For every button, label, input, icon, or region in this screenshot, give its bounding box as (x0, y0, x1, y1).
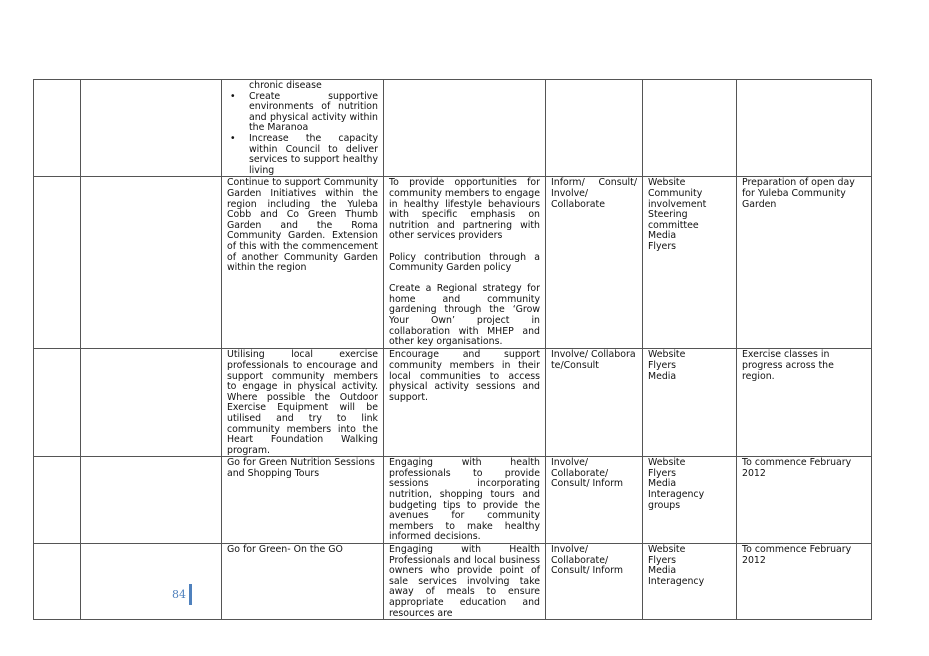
communication-item: Flyers (648, 554, 677, 566)
cell-communication (643, 177, 737, 349)
cell-col2 (81, 349, 222, 457)
communication-item: Media (648, 565, 677, 577)
cell-engagement (546, 80, 643, 177)
cell-objective (384, 177, 546, 349)
table-row (34, 349, 872, 457)
communication-item: Steering committee (648, 209, 699, 231)
table-row (34, 457, 872, 544)
communication-item: Flyers (648, 240, 677, 252)
cell-col1 (34, 457, 81, 544)
cell-strategy (222, 80, 384, 177)
cell-communication (643, 349, 737, 457)
cell-status: Exercise classes in progress across the region. (737, 349, 872, 457)
cell-col2 (81, 177, 222, 349)
communication-item: Website (648, 177, 686, 189)
cell-col2 (81, 544, 222, 620)
page-number-bar (189, 584, 192, 605)
cell-strategy: Go for Green- On the GO (222, 544, 384, 620)
bullet-icon: • (230, 90, 236, 102)
cell-status (737, 80, 872, 177)
cell-status: Preparation of open day for Yuleba Community Garden (737, 177, 872, 349)
cell-communication (643, 457, 737, 544)
communication-item: Website (648, 349, 686, 361)
cell-col1 (34, 544, 81, 620)
table-row (34, 177, 872, 349)
communication-item: Community involvement (648, 187, 707, 210)
cell-strategy: Go for Green Nutrition Sessions and Shopping Tours (222, 457, 384, 544)
communication-item: Flyers (648, 359, 677, 371)
communication-item: Interagency groups (648, 489, 705, 511)
cell-col1 (34, 177, 81, 349)
cell-objective: Engaging with Health Professionals and local business owners who provide point of sale services involving take away of meals to ensure appropriate education and resources are (384, 544, 546, 620)
communication-item: Media (648, 478, 677, 490)
bullet-icon: • (230, 132, 236, 144)
page-number: 84 (172, 588, 186, 601)
cell-communication (643, 544, 737, 620)
cell-engagement: Inform/ Consult/ Involve/ Collaborate (546, 177, 643, 349)
cell-col1 (34, 80, 81, 177)
objective-paragraph: To provide opportunities for community members to engage in healthy lifestyle behaviours with specific emphasis on nutrition and partnering with other services providers (389, 177, 540, 242)
cell-objective: Encourage and support community members in their local communities to access physical activity sessions and support. (384, 349, 546, 457)
cell-engagement: Involve/ Collaborate/ Consult/ Inform (546, 457, 643, 544)
table-row (34, 544, 872, 620)
cell-objective: Engaging with health professionals to provide sessions incorporating nutrition, shopping tours and budgeting tips to provide the avenues for community members to make healthy informed decisions. (384, 457, 546, 544)
cell-col2 (81, 80, 222, 177)
cell-engagement: Involve/ Collaborate/Consult (546, 349, 643, 457)
communication-item: Media (648, 370, 677, 382)
cell-status: To commence February 2012 (737, 544, 872, 620)
communication-item: Media (648, 230, 677, 242)
communication-item: Flyers (648, 467, 677, 479)
cell-strategy: Utilising local exercise professionals to encourage and support community members to engage in physical activity. Where possible the Outdoor Exercise Equipment will be utilised and try to link community members into the Heart Foundation Walking program. (222, 349, 384, 457)
cell-objective (384, 80, 546, 177)
cell-communication (643, 80, 737, 177)
communication-item: Website (648, 544, 686, 556)
objective-paragraph: Create a Regional strategy for home and community gardening through the ‘Grow Your Own’ project in collaboration with MHEP and other key organisations. (389, 283, 540, 348)
cell-status: To commence February 2012 (737, 457, 872, 544)
list-item: • Increase the capacity within Council to deliver services to support healthy living (230, 132, 378, 176)
objective-paragraph: Policy contribution through a Community Garden policy (389, 251, 540, 274)
cell-col1 (34, 349, 81, 457)
communication-item: Website (648, 457, 686, 469)
communication-item: Interagency (648, 575, 705, 587)
list-item: chronic disease (249, 80, 322, 91)
table-row (34, 80, 872, 177)
cell-engagement: Involve/ Collaborate/ Consult/ Inform (546, 544, 643, 620)
cell-strategy: Continue to support Community Garden Initiatives within the region including the Yuleba Cobb and Co Green Thumb Garden and the Roma Community Garden. Extension of this with the commencement of another Community Garden within the region (222, 177, 384, 349)
strategy-bullet-list (227, 81, 378, 176)
plan-table (33, 79, 872, 620)
list-item: • Create supportive environments of nutrition and physical activity within the Maranoa (230, 90, 378, 134)
cell-col2 (81, 457, 222, 544)
